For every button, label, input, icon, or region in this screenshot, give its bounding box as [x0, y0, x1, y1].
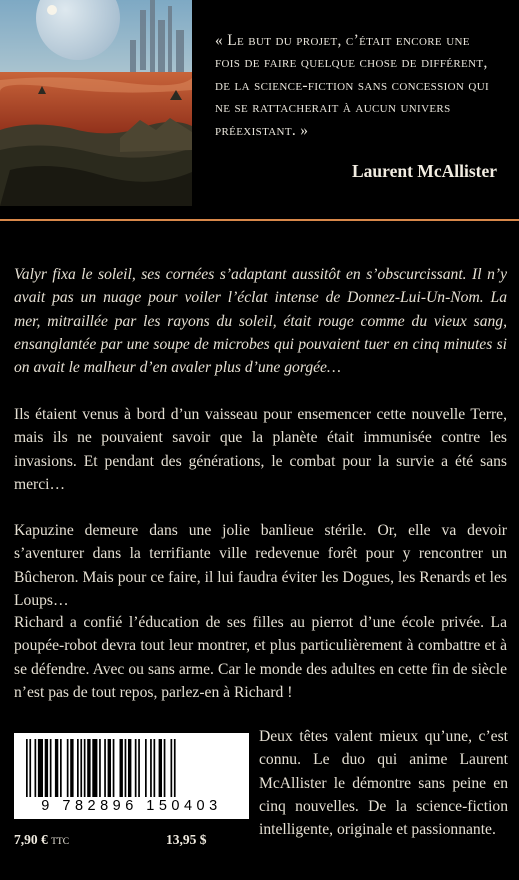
cover-illustration — [0, 0, 192, 206]
summary-paragraph-3: Richard a confié l’éducation de ses filles au pierrot d’une école privée. La poupée-robot devra tout leur montrer, et plus particulièrement à combattre et à se défendre. Avec ou sans arme. Car le monde des adultes en cette fin de siècle n’est pas de tout repos, parlez-en à Richard ! — [14, 614, 507, 701]
summary-paragraph-2: Kapuzine demeure dans une jolie banlieue stérile. Or, elle va devoir s’aventurer dans la terrifiante ville redevenue forêt pour y rencontrer un Bûcheron. Mais pour ce faire, il lui faudra éviter les Dogues, les Renards et les Loups… — [14, 522, 507, 609]
quote-author: Laurent McAllister — [352, 161, 497, 181]
price-euro — [14, 832, 69, 848]
divider-rule — [0, 219, 519, 221]
isbn-barcode — [14, 733, 249, 819]
price-cad: 13,95 $ — [166, 832, 207, 847]
excerpt-paragraph: Valyr fixa le soleil, ses cornées s’adaptant aussitôt en s’obscurcissant. Il n’y avait pas un nuage pour voiler l’éclat intense de Donnez-Lui-Un-Nom. La mer, mitraillée par les rayons du soleil, était rouge comme du vieux sang, ensanglantée par une soupe de microbes qui pouvaient tuer en cinq minutes si on avait le malheur d’en avaler plus d’une gorgée… — [14, 266, 507, 377]
summary-paragraph-4: Deux têtes valent mieux qu’une, c’est connu. Le duo qui anime Laurent McAllister le démontre sans peine en cinq nouvelles. De la science-fiction intelligente, originale et passionnante. — [259, 728, 508, 839]
price-euro-suffix: TTC — [51, 837, 70, 847]
summary-paragraph-1: Ils étaient venus à bord d’un vaisseau pour ensemencer cette nouvelle Terre, mais ils ne pouvaient savoir que la planète était immunisée contre les invasions. Et pendant des générations, le combat pour la survie a été sans merci… — [14, 406, 507, 493]
quote-text: « Le but du projet, c’était encore une fois de faire quelque chose de différent, de la science-fiction sans concession qui ne se rattacherait à aucun univers préexistant. » — [215, 32, 490, 139]
isbn-digits: 9 782896 150403 — [41, 798, 222, 814]
price-euro-value: 7,90 € — [14, 832, 48, 847]
